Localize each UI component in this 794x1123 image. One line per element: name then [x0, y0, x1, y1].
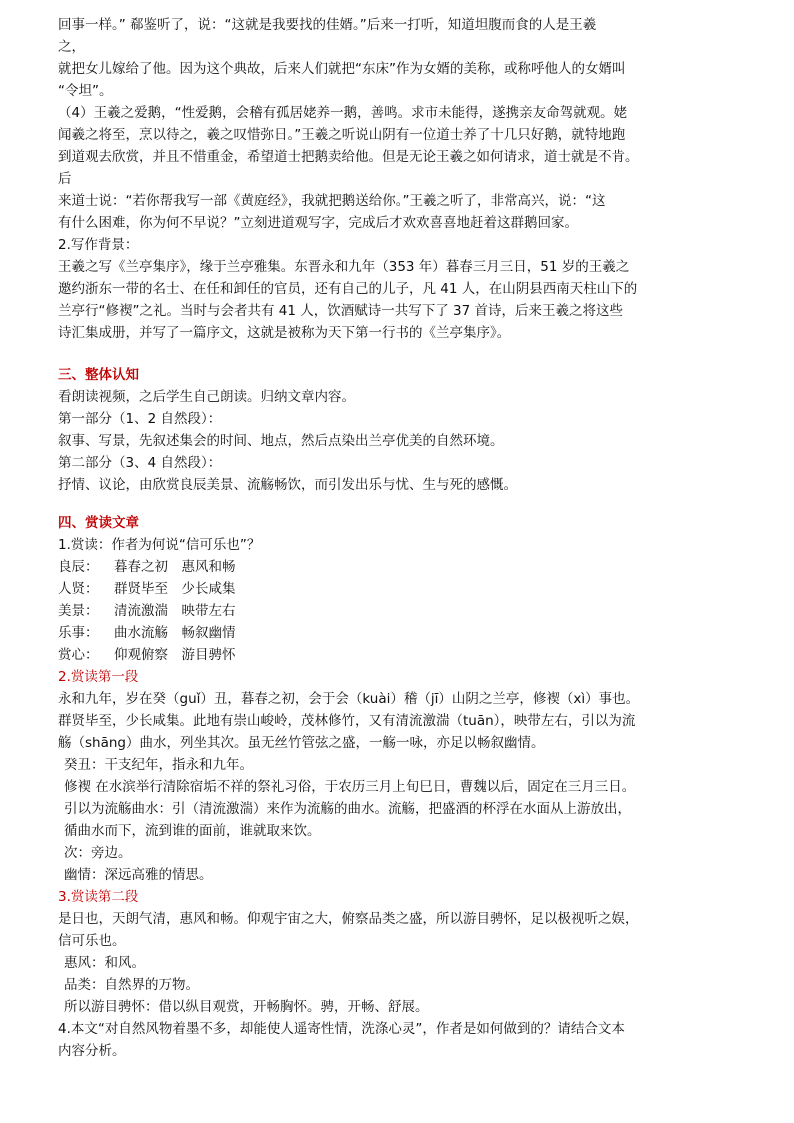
question-1: 1.赏读：作者为何说“信可乐也”？: [58, 537, 261, 553]
paragraph-1-text: [58, 688, 748, 886]
appreciation-row: [58, 600, 748, 622]
text-line: 第二部分（3、4 自然段）：: [58, 455, 222, 471]
appreciation-row: [58, 644, 748, 666]
text-line: 群贤毕至，少长咸集。此地有崇山峻岭，茂林修竹，又有清流激湍（tuān），映带左右，引以为流: [58, 713, 636, 729]
background-text: [58, 14, 748, 344]
text-line: 之，: [58, 39, 85, 55]
text-line: 幽情：深远高雅的情思。: [64, 867, 213, 883]
text-line: 有什么困难，你为何不早说？”立刻进道观写字，完成后才欢欢喜喜地赶着这群鹅回家。: [58, 215, 578, 231]
text-line: 永和九年，岁在癸（guǐ）丑，暮春之初，会于会（kuài）稽（jī）山阴之兰亭，修褉（xì）事也。: [58, 691, 640, 707]
text-line: 惠风：和风。: [64, 955, 145, 971]
appreciation-value: 仰观俯察 游目骋怀: [114, 647, 236, 663]
text-line: 觞（shāng）曲水，列坐其次。虽无丝竹管弦之盛，一觞一咏，亦足以畅叙幽情。: [58, 735, 545, 751]
text-line: 叙事、写景，先叙述集会的时间、地点，然后点染出兰亭优美的自然环境。: [58, 433, 504, 449]
text-line: 看朗读视频，之后学生自己朗读。归纳文章内容。: [58, 389, 355, 405]
section-heading-reading: 四、赏读文章: [58, 515, 139, 531]
appreciation-row: [58, 578, 748, 600]
document-page: [58, 14, 748, 1062]
appreciation-label: 赏心：: [58, 647, 99, 663]
text-line: 就把女儿嫁给了他。因为这个典故，后来人们就把“东床”作为女婿的美称，或称呼他人的女婿叫: [58, 61, 626, 77]
appreciation-row: [58, 622, 748, 644]
text-line: 所以游目骋怀：借以纵目观赏，开畅胸怀。骋，开畅、舒展。: [64, 999, 429, 1015]
text-line: 兰亭行“修褉”之礼。当时与会者共有 41 人，饮酒赋诗一共写下了 37 首诗，后来王羲之将这些: [58, 303, 624, 319]
text-line: 邀约浙东一带的名士、在任和卸任的官员，还有自己的儿子，凡 41 人，在山阴县西南天柱山下的: [58, 281, 638, 297]
text-line: 修褉 在水滨举行清除宿垢不祥的祭礼习俗，于农历三月上旬巳日，曹魏以后，固定在三月三日。: [64, 779, 636, 795]
text-line: 抒情、议论，由欣赏良辰美景、流觞畅饮，而引发出乐与忧、生与死的感慨。: [58, 477, 517, 493]
text-line: 4.本文“对自然风物着墨不多，却能使人遥寄性情，洗涤心灵”，作者是如何做到的？请结合文本: [58, 1021, 625, 1037]
text-line: 是日也，天朗气清，惠风和畅。仰观宇宙之大，俯察品类之盛，所以游目骋怀，足以极视听之娱，: [58, 911, 639, 927]
text-line: 回事一样。” 郗鉴听了，说：“这就是我要找的佳婿。”后来一打听，知道坦腹而食的人是王羲: [58, 17, 597, 33]
appreciation-value: 群贤毕至 少长咸集: [114, 581, 236, 597]
appreciation-row: [58, 556, 748, 578]
text-line: 来道士说：“若你帮我写一部《黄庭经》，我就把鹅送给你。”王羲之听了，非常高兴，说：“这: [58, 193, 606, 209]
appreciation-label: 乐事：: [58, 625, 99, 641]
text-line: 循曲水而下，流到谁的面前，谁就取来饮。: [64, 823, 321, 839]
appreciation-value: 曲水流觞 畅叙幽情: [114, 625, 236, 641]
overall-cognition-text: [58, 386, 748, 496]
text-line: 2.写作背景：: [58, 237, 139, 253]
text-line: 第一部分（1、2 自然段）：: [58, 411, 222, 427]
section-heading-overall: 三、整体认知: [58, 367, 139, 383]
appreciation-label: 美景：: [58, 603, 99, 619]
text-line: 后: [58, 171, 72, 187]
appreciation-label: 良辰：: [58, 559, 99, 575]
subheading-paragraph-1: 2.赏读第一段: [58, 669, 139, 685]
text-line: 诗汇集成册，并写了一篇序文，这就是被称为天下第一行书的《兰亭集序》。: [58, 325, 511, 341]
text-line: 到道观去欣赏，并且不惜重金，希望道士把鹅卖给他。但是无论王羲之如何请求，道士就是不肯。: [58, 149, 639, 165]
text-line: 闻羲之将至，烹以待之，羲之叹惜弥日。”王羲之听说山阴有一位道士养了十几只好鹅，就特地跑: [58, 127, 626, 143]
appreciation-label: 人贤：: [58, 581, 99, 597]
text-line: 品类：自然界的万物。: [64, 977, 199, 993]
text-line: 王羲之写《兰亭集序》，缘于兰亭雅集。东晋永和九年（353 年）暮春三月三日，51 岁的王羲之: [58, 259, 630, 275]
appreciation-value: 暮春之初 惠风和畅: [114, 559, 236, 575]
subheading-paragraph-2: 3.赏读第二段: [58, 889, 139, 905]
appreciation-table: [58, 556, 748, 666]
paragraph-2-text: [58, 908, 748, 1018]
question-4: [58, 1018, 748, 1062]
text-line: 癸丑：干支纪年，指永和九年。: [64, 757, 253, 773]
text-line: （4）王羲之爱鹅，“性爱鹅，会稽有孤居姥养一鹅，善鸣。求市未能得，遂携亲友命驾就观。姥: [58, 105, 628, 121]
text-line: “令坦”。: [58, 83, 113, 99]
text-line: 次：旁边。: [64, 845, 132, 861]
appreciation-value: 清流激湍 映带左右: [114, 603, 236, 619]
text-line: 信可乐也。: [58, 933, 126, 949]
text-line: 内容分析。: [58, 1043, 126, 1059]
text-line: 引以为流觞曲水：引（清流激湍）来作为流觞的曲水。流觞，把盛酒的杯浮在水面从上游放出，: [64, 801, 631, 817]
